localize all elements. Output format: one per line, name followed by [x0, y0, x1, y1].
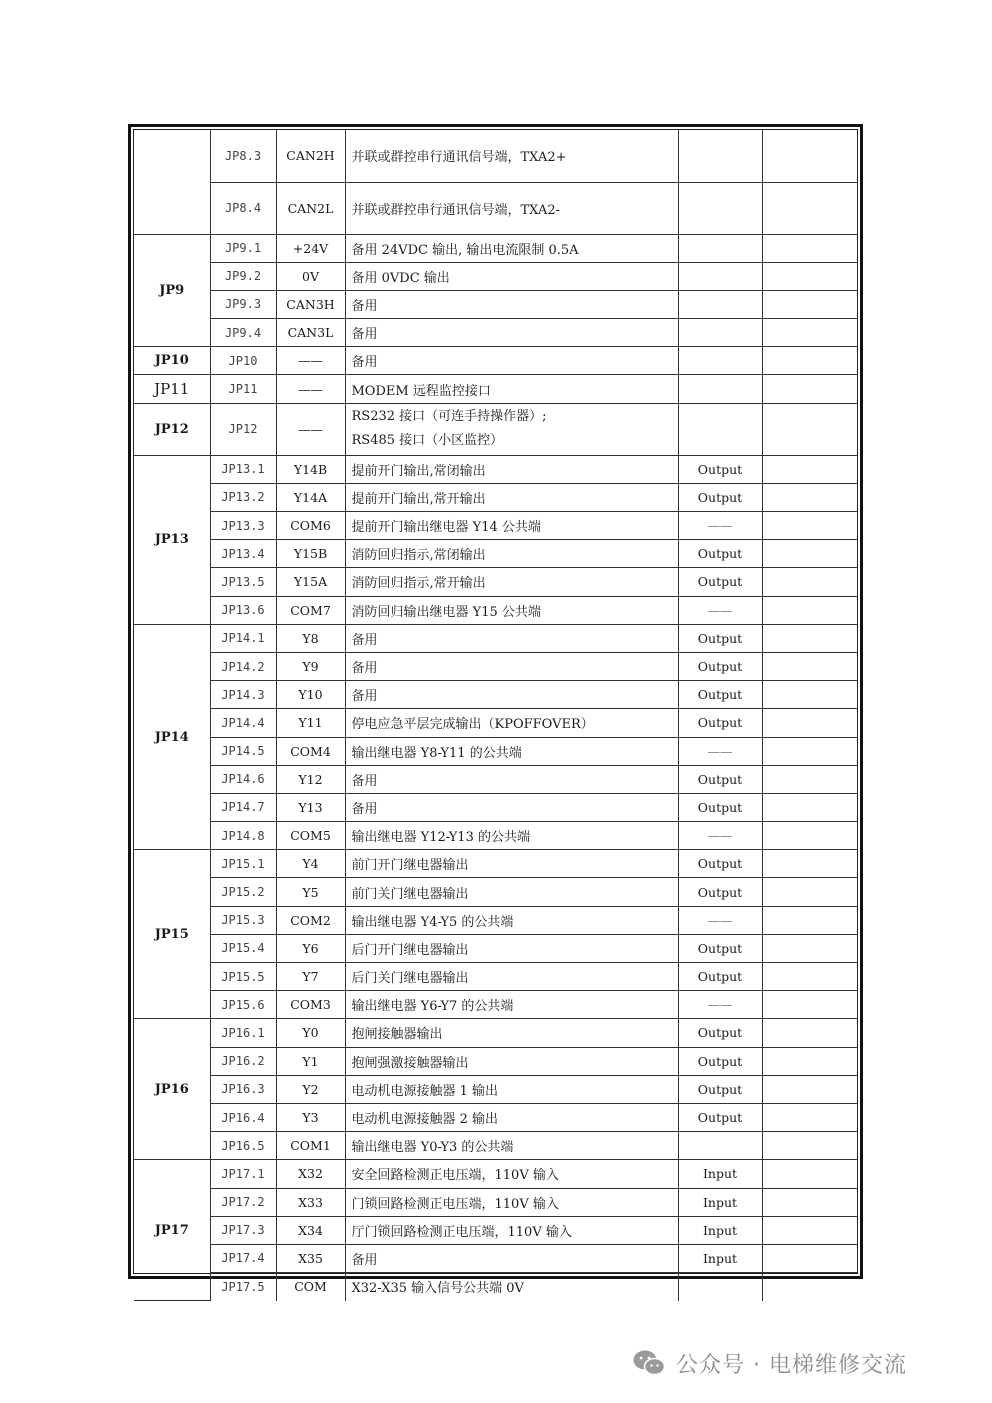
table-row: [134, 262, 857, 290]
notes-cell: [762, 624, 857, 652]
table-row: [134, 1160, 857, 1188]
signal-cell: X34: [276, 1216, 345, 1244]
table-row: [134, 906, 857, 934]
description-cell: 备用: [345, 1244, 678, 1272]
direction-cell: Output: [678, 793, 762, 821]
description-cell: 消防回归输出继电器 Y15 公共端: [345, 596, 678, 624]
pin-cell: JP9.1: [210, 234, 276, 262]
description-cell: 备用: [345, 765, 678, 793]
notes-cell: [762, 793, 857, 821]
direction-cell: Output: [678, 681, 762, 709]
notes-cell: [762, 1103, 857, 1131]
table-row: [134, 1244, 857, 1272]
pin-cell: JP14.5: [210, 737, 276, 765]
signal-cell: CAN3H: [276, 290, 345, 318]
signal-cell: Y15B: [276, 540, 345, 568]
pin-cell: JP17.4: [210, 1244, 276, 1272]
pin-cell: JP16.3: [210, 1075, 276, 1103]
signal-cell: 0V: [276, 262, 345, 290]
notes-cell: [762, 681, 857, 709]
notes-cell: [762, 262, 857, 290]
table-row: [134, 319, 857, 347]
table-row: [134, 347, 857, 375]
table-row: [134, 1075, 857, 1103]
notes-cell: [762, 906, 857, 934]
pin-cell: JP14.2: [210, 652, 276, 680]
direction-cell: Output: [678, 765, 762, 793]
notes-cell: [762, 403, 857, 455]
description-cell: 备用: [345, 652, 678, 680]
pin-cell: JP16.1: [210, 1019, 276, 1047]
notes-cell: [762, 1273, 857, 1301]
connector-label: JP16: [134, 1019, 210, 1160]
signal-cell: Y8: [276, 624, 345, 652]
direction-cell: ——: [678, 822, 762, 850]
notes-cell: [762, 568, 857, 596]
table-row: [134, 934, 857, 962]
description-cell: 门锁回路检测正电压端，110V 输入: [345, 1188, 678, 1216]
direction-cell: Output: [678, 455, 762, 483]
connector-label: JP10: [134, 347, 210, 375]
notes-cell: [762, 1047, 857, 1075]
description-cell: 输出继电器 Y4-Y5 的公共端: [345, 906, 678, 934]
pin-cell: JP17.5: [210, 1273, 276, 1301]
pin-cell: JP12: [210, 403, 276, 455]
notes-cell: [762, 512, 857, 540]
table-row: [134, 403, 857, 455]
signal-cell: Y15A: [276, 568, 345, 596]
description-cell: 抱闸接触器输出: [345, 1019, 678, 1047]
table-row: [134, 1132, 857, 1160]
notes-cell: [762, 455, 857, 483]
signal-cell: Y9: [276, 652, 345, 680]
table-row: [134, 1047, 857, 1075]
description-cell: 电动机电源接触器 1 输出: [345, 1075, 678, 1103]
table-frame: [128, 124, 863, 1297]
description-cell: 抱闸强激接触器输出: [345, 1047, 678, 1075]
description-cell: 消防回归指示,常开输出: [345, 568, 678, 596]
description-cell: 备用 24VDC 输出, 输出电流限制 0.5A: [345, 234, 678, 262]
notes-cell: [762, 1075, 857, 1103]
direction-cell: [678, 1273, 762, 1301]
direction-cell: [678, 1132, 762, 1160]
signal-cell: Y5: [276, 878, 345, 906]
notes-cell: [762, 290, 857, 318]
description-cell: 备用: [345, 290, 678, 318]
pin-cell: JP15.6: [210, 991, 276, 1019]
signal-cell: COM2: [276, 906, 345, 934]
signal-cell: Y6: [276, 934, 345, 962]
pin-table-body: [134, 130, 857, 1301]
direction-cell: Output: [678, 1019, 762, 1047]
description-cell: 前门关门继电器输出: [345, 878, 678, 906]
notes-cell: [762, 878, 857, 906]
pin-cell: JP11: [210, 375, 276, 403]
table-row: [134, 512, 857, 540]
pin-cell: JP8.3: [210, 130, 276, 182]
connector-label: JP17: [134, 1160, 210, 1301]
description-cell: 备用: [345, 347, 678, 375]
direction-cell: ——: [678, 737, 762, 765]
pin-cell: JP15.4: [210, 934, 276, 962]
description-cell: 备用: [345, 319, 678, 347]
table-row: [134, 652, 857, 680]
description-cell: 后门开门继电器输出: [345, 934, 678, 962]
description-cell: RS232 接口（可连手持操作器）; RS485 接口（小区监控）: [345, 403, 678, 455]
connector-label: JP11: [134, 375, 210, 403]
signal-cell: CAN2L: [276, 182, 345, 234]
table-row: [134, 1188, 857, 1216]
notes-cell: [762, 596, 857, 624]
signal-cell: COM5: [276, 822, 345, 850]
table-row: [134, 1273, 857, 1301]
notes-cell: [762, 737, 857, 765]
notes-cell: [762, 347, 857, 375]
table-row: [134, 290, 857, 318]
connector-label: JP15: [134, 850, 210, 1019]
direction-cell: [678, 182, 762, 234]
description-cell: 备用: [345, 793, 678, 821]
signal-cell: Y11: [276, 709, 345, 737]
pin-cell: JP8.4: [210, 182, 276, 234]
pin-cell: JP14.4: [210, 709, 276, 737]
signal-cell: Y4: [276, 850, 345, 878]
notes-cell: [762, 850, 857, 878]
signal-cell: CAN3L: [276, 319, 345, 347]
signal-cell: Y12: [276, 765, 345, 793]
table-row: [134, 130, 857, 182]
pin-cell: JP10: [210, 347, 276, 375]
table-row: [134, 1216, 857, 1244]
description-cell: 电动机电源接触器 2 输出: [345, 1103, 678, 1131]
signal-cell: Y10: [276, 681, 345, 709]
table-row: [134, 850, 857, 878]
signal-cell: Y13: [276, 793, 345, 821]
description-cell: MODEM 远程监控接口: [345, 375, 678, 403]
connector-label: JP13: [134, 455, 210, 624]
direction-cell: [678, 290, 762, 318]
description-cell: 备用 0VDC 输出: [345, 262, 678, 290]
description-cell: 输出继电器 Y8-Y11 的公共端: [345, 737, 678, 765]
description-cell: 安全回路检测正电压端，110V 输入: [345, 1160, 678, 1188]
signal-cell: COM6: [276, 512, 345, 540]
table-row: [134, 963, 857, 991]
pin-cell: JP13.6: [210, 596, 276, 624]
description-cell: 停电应急平层完成输出（KPOFFOVER）: [345, 709, 678, 737]
notes-cell: [762, 130, 857, 182]
table-row: [134, 596, 857, 624]
pin-cell: JP14.1: [210, 624, 276, 652]
table-row: [134, 234, 857, 262]
pin-cell: JP9.4: [210, 319, 276, 347]
description-cell: 消防回归指示,常闭输出: [345, 540, 678, 568]
direction-cell: Output: [678, 878, 762, 906]
direction-cell: Output: [678, 652, 762, 680]
connector-label: [134, 130, 210, 234]
notes-cell: [762, 483, 857, 511]
notes-cell: [762, 1216, 857, 1244]
pin-cell: JP17.3: [210, 1216, 276, 1244]
pin-cell: JP16.2: [210, 1047, 276, 1075]
description-cell: 并联或群控串行通讯信号端，TXA2-: [345, 182, 678, 234]
table-row: [134, 991, 857, 1019]
notes-cell: [762, 652, 857, 680]
notes-cell: [762, 963, 857, 991]
table-row: [134, 375, 857, 403]
description-cell: 后门关门继电器输出: [345, 963, 678, 991]
table-row: [134, 793, 857, 821]
pin-cell: JP17.1: [210, 1160, 276, 1188]
direction-cell: [678, 347, 762, 375]
direction-cell: [678, 234, 762, 262]
signal-cell: Y2: [276, 1075, 345, 1103]
direction-cell: [678, 130, 762, 182]
notes-cell: [762, 1019, 857, 1047]
notes-cell: [762, 540, 857, 568]
connector-label: JP12: [134, 403, 210, 455]
signal-cell: ——: [276, 375, 345, 403]
direction-cell: Output: [678, 934, 762, 962]
notes-cell: [762, 1160, 857, 1188]
signal-cell: Y14A: [276, 483, 345, 511]
signal-cell: X32: [276, 1160, 345, 1188]
pin-cell: JP13.5: [210, 568, 276, 596]
table-row: [134, 1019, 857, 1047]
description-cell: 提前开门输出,常开输出: [345, 483, 678, 511]
notes-cell: [762, 822, 857, 850]
connector-label: JP14: [134, 624, 210, 850]
description-cell: 并联或群控串行通讯信号端，TXA2+: [345, 130, 678, 182]
pin-cell: JP15.3: [210, 906, 276, 934]
direction-cell: Input: [678, 1188, 762, 1216]
direction-cell: Output: [678, 850, 762, 878]
signal-cell: CAN2H: [276, 130, 345, 182]
signal-cell: +24V: [276, 234, 345, 262]
direction-cell: ——: [678, 512, 762, 540]
table-row: [134, 182, 857, 234]
direction-cell: Output: [678, 624, 762, 652]
direction-cell: Input: [678, 1216, 762, 1244]
signal-cell: X35: [276, 1244, 345, 1272]
direction-cell: Input: [678, 1244, 762, 1272]
table-row: [134, 709, 857, 737]
notes-cell: [762, 234, 857, 262]
signal-cell: ——: [276, 347, 345, 375]
direction-cell: Output: [678, 963, 762, 991]
table-inner-border: [133, 129, 858, 1297]
direction-cell: Output: [678, 1047, 762, 1075]
description-cell: 输出继电器 Y0-Y3 的公共端: [345, 1132, 678, 1160]
pin-cell: JP14.6: [210, 765, 276, 793]
direction-cell: Output: [678, 709, 762, 737]
signal-cell: X33: [276, 1188, 345, 1216]
signal-cell: COM3: [276, 991, 345, 1019]
direction-cell: Output: [678, 1075, 762, 1103]
signal-cell: COM4: [276, 737, 345, 765]
table-row: [134, 624, 857, 652]
direction-cell: Output: [678, 568, 762, 596]
description-cell: 提前开门输出继电器 Y14 公共端: [345, 512, 678, 540]
direction-cell: ——: [678, 906, 762, 934]
pin-cell: JP13.2: [210, 483, 276, 511]
table-row: [134, 681, 857, 709]
direction-cell: [678, 403, 762, 455]
pin-cell: JP13.4: [210, 540, 276, 568]
description-cell: 备用: [345, 681, 678, 709]
description-cell: 备用: [345, 624, 678, 652]
direction-cell: Output: [678, 483, 762, 511]
direction-cell: [678, 375, 762, 403]
description-cell: 输出继电器 Y12-Y13 的公共端: [345, 822, 678, 850]
signal-cell: COM: [276, 1273, 345, 1301]
pin-cell: JP13.3: [210, 512, 276, 540]
direction-cell: [678, 262, 762, 290]
connector-label: JP9: [134, 234, 210, 347]
pin-cell: JP9.2: [210, 262, 276, 290]
direction-cell: Input: [678, 1160, 762, 1188]
pin-cell: JP16.5: [210, 1132, 276, 1160]
direction-cell: ——: [678, 991, 762, 1019]
table-row: [134, 822, 857, 850]
notes-cell: [762, 765, 857, 793]
wechat-icon: [632, 1349, 666, 1377]
signal-cell: COM1: [276, 1132, 345, 1160]
pin-cell: JP15.5: [210, 963, 276, 991]
notes-cell: [762, 934, 857, 962]
pin-cell: JP9.3: [210, 290, 276, 318]
table-row: [134, 1103, 857, 1131]
notes-cell: [762, 319, 857, 347]
notes-cell: [762, 709, 857, 737]
notes-cell: [762, 991, 857, 1019]
table-row: [134, 878, 857, 906]
pin-cell: JP14.8: [210, 822, 276, 850]
table-row: [134, 455, 857, 483]
pin-cell: JP17.2: [210, 1188, 276, 1216]
table-row: [134, 765, 857, 793]
notes-cell: [762, 1188, 857, 1216]
table-row: [134, 568, 857, 596]
table-row: [134, 483, 857, 511]
signal-cell: Y1: [276, 1047, 345, 1075]
pin-cell: JP15.2: [210, 878, 276, 906]
signal-cell: Y0: [276, 1019, 345, 1047]
direction-cell: [678, 319, 762, 347]
pin-cell: JP15.1: [210, 850, 276, 878]
notes-cell: [762, 1132, 857, 1160]
table-row: [134, 540, 857, 568]
pin-cell: JP14.3: [210, 681, 276, 709]
description-cell: 厅门锁回路检测正电压端，110V 输入: [345, 1216, 678, 1244]
description-cell: 前门开门继电器输出: [345, 850, 678, 878]
pin-cell: JP13.1: [210, 455, 276, 483]
notes-cell: [762, 182, 857, 234]
description-cell: 提前开门输出,常闭输出: [345, 455, 678, 483]
signal-cell: Y3: [276, 1103, 345, 1131]
signal-cell: ——: [276, 403, 345, 455]
direction-cell: Output: [678, 540, 762, 568]
direction-cell: ——: [678, 596, 762, 624]
table-row: [134, 737, 857, 765]
description-cell: X32-X35 输入信号公共端 0V: [345, 1273, 678, 1301]
watermark: [632, 1346, 907, 1380]
direction-cell: Output: [678, 1103, 762, 1131]
notes-cell: [762, 1244, 857, 1272]
signal-cell: COM7: [276, 596, 345, 624]
watermark-text: 公众号 · 电梯维修交流: [676, 1352, 907, 1378]
pin-table: [134, 130, 857, 1301]
signal-cell: Y7: [276, 963, 345, 991]
description-cell: 输出继电器 Y6-Y7 的公共端: [345, 991, 678, 1019]
pin-cell: JP16.4: [210, 1103, 276, 1131]
pin-cell: JP14.7: [210, 793, 276, 821]
signal-cell: Y14B: [276, 455, 345, 483]
notes-cell: [762, 375, 857, 403]
